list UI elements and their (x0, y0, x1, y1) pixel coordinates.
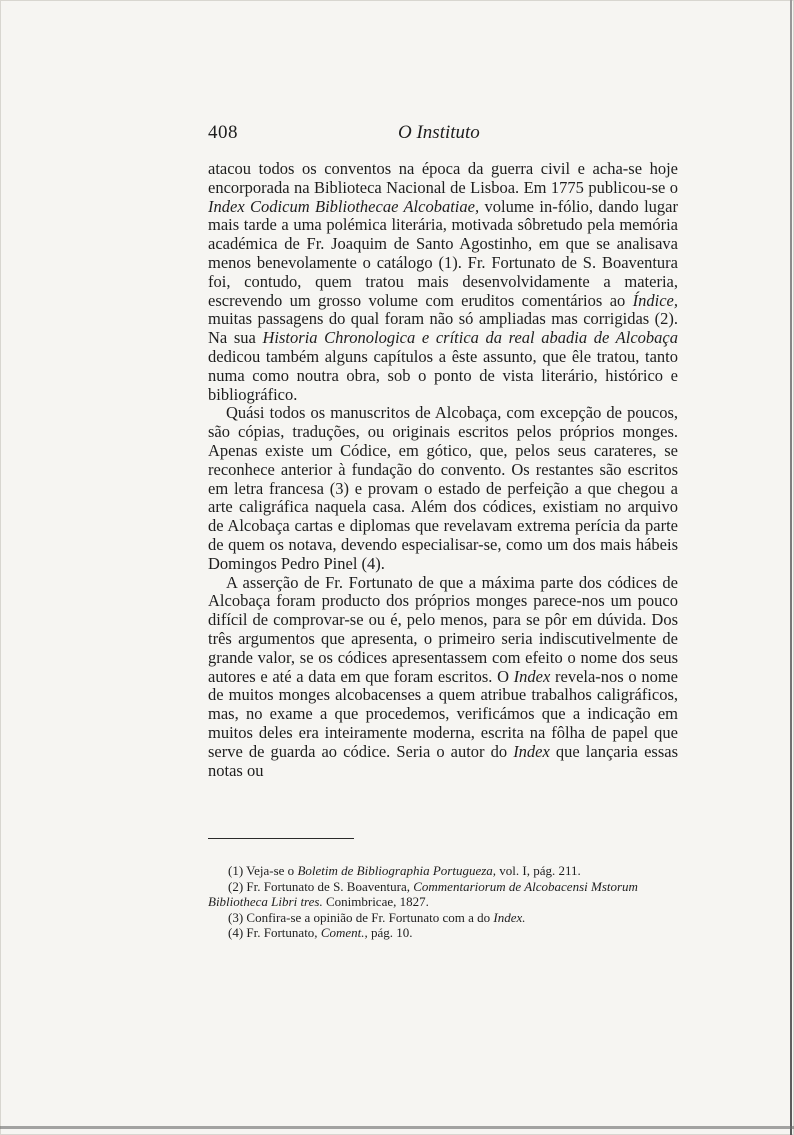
italic-title: Index (513, 666, 551, 686)
text-run: muitas passagens do qual foram não só ampliadas mas corrigidas (2). Na sua (208, 309, 678, 348)
text-run: Conimbricae, 1827. (322, 894, 429, 909)
text-run: atacou todos os conventos na época da guerra civil e acha-se hoje encorporada na Biblioteca Nacional de Lisboa. Em 1775 publicou-se o (208, 159, 678, 197)
text-run: que lançaria essas notas ou (208, 741, 678, 780)
text-run: volume in-fólio, dando lugar mais tarde a uma polémica literária, motivada sôbretudo pela memória académica de Fr. Joaquim de Santo Agostinho, em que se analisava menos benevolamente o catálogo (1). Fr. Fortunato de S. Boaventura foi, contudo, quem tratou mais desenvolvidamente a materia, escrevendo um grosso volume com eruditos comentários ao (208, 196, 678, 310)
italic-title: Index (513, 741, 550, 761)
footnote (208, 925, 678, 941)
paragraph (208, 160, 678, 404)
footnote (208, 863, 678, 879)
footnote (208, 879, 678, 910)
main-text (208, 160, 678, 780)
page-edge-shadow (790, 0, 792, 1135)
italic-title: Index Codicum Bibliothecae Alcobatiae, (208, 196, 480, 216)
italic-title: Boletim de Bibliographia Portugueza, (297, 863, 497, 878)
text-run: Quási todos os manuscritos de Alcobaça, com excepção de poucos, são cópias, traduções, ou originais escritos pelos próprios monges. Apenas existe um Códice, em gótico, que, pelos seus carateres, se reconhece anterior à fundação do convento. Os restantes são escritos em letra francesa (3) e provam o estado de perfeição a que chegou a arte caligráfica naquela casa. Além dos códices, existiam no arquivo de Alcobaça cartas e diplomas que revelavam extrema perícia da parte de quem os notava, devendo especialisar-se, como um dos mais hábeis Domingos Pedro Pinel (4). (208, 403, 678, 573)
italic-title: Coment., (320, 925, 368, 940)
text-run: (2) Fr. Fortunato de S. Boaventura, (228, 878, 414, 894)
footnotes (208, 863, 678, 941)
page-bottom-edge (0, 1126, 794, 1129)
text-run: vol. I, pág. 211. (496, 863, 581, 878)
page-header (208, 122, 678, 146)
paragraph (208, 574, 678, 781)
text-run: A asserção de Fr. Fortunato de que a máxima parte dos códices de Alcobaça foram producto dos próprios monges parece-nos um pouco difícil de comprovar-se ou é, pelo menos, para se pôr em dúvida. Dos três argumentos que apresenta, o primeiro seria indiscutivelmente de grande valor, se os códices apresentassem com efeito o nome dos seus autores e até a data em que foram escritos. O (208, 572, 678, 686)
text-run: revela-nos o nome de muitos monges alcobacenses a quem atribue trabalhos caligráficos, mas, no exame a que procedemos, verificámos que a indicação em muitos deles era inteiramente moderna, escrita na fôlha de papel que serve de guarda ao códice. Seria o autor do (208, 666, 679, 761)
footnote-divider (208, 838, 354, 839)
text-run: (4) Fr. Fortunato, (228, 925, 321, 940)
text-run: (1) Veja-se o (228, 863, 298, 878)
footnote (208, 910, 678, 926)
text-run: dedicou também alguns capítulos a êste assunto, que êle tratou, tanto numa como noutra obra, sob o ponto de vista literário, histórico e bibliográfico. (208, 346, 678, 404)
italic-title: Commentariorum de Alcobacensi Mstorum Bibliotheca Libri tres. (208, 878, 638, 909)
running-title: O Instituto (398, 122, 480, 143)
italic-title: Historia Chronologica e crítica da real abadia de Alcobaça (262, 328, 678, 348)
text-run: (3) Confira-se a opinião de Fr. Fortunato com a do (228, 909, 494, 925)
italic-title: Índice, (632, 290, 678, 310)
paragraph (208, 404, 678, 573)
page-number: 408 (208, 122, 238, 143)
text-run: pág. 10. (367, 925, 413, 940)
italic-title: Index. (493, 909, 526, 925)
